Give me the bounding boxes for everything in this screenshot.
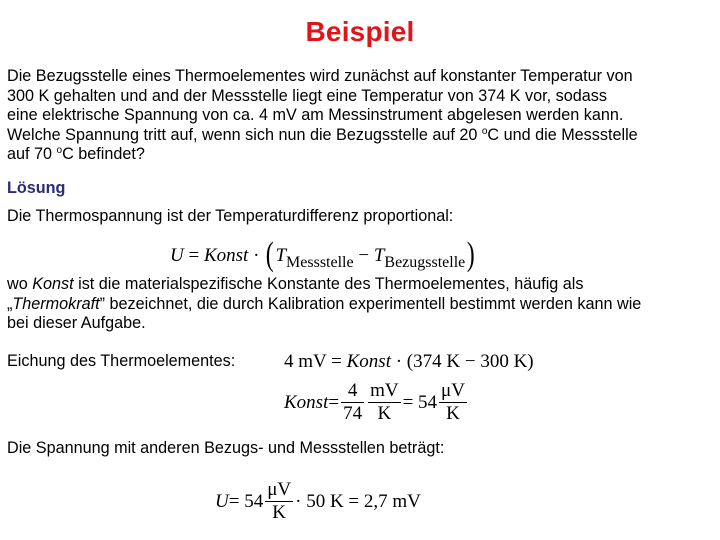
explanation-line-3: bei dieser Aufgabe.: [7, 314, 146, 333]
explanation-line-1: [7, 275, 641, 295]
degree-sign: o: [56, 145, 63, 157]
dot-operator: ·: [248, 245, 265, 266]
denominator: K: [377, 403, 392, 424]
text: · 50 K = 2,7 mV: [295, 491, 421, 512]
problem-line-2: 300 K gehalten und and der Messstelle liegt eine Temperatur von 374 K vor, sodass: [7, 86, 607, 105]
numerator: 4: [341, 380, 364, 403]
formula-calibration-1: [284, 352, 534, 371]
denominator: K: [272, 502, 287, 523]
var-u: U: [170, 245, 184, 266]
minus-sign: −: [353, 245, 374, 266]
open-quote: „: [7, 294, 13, 313]
numerator: μV: [441, 380, 465, 401]
solution-heading: Lösung: [7, 179, 66, 197]
denominator: 74: [343, 403, 363, 424]
denominator: K: [446, 403, 460, 424]
explanation-line-2: [7, 295, 641, 315]
equals-sign: =: [183, 245, 204, 266]
slide-title: Beispiel: [305, 16, 415, 47]
fraction-uv-k: [439, 380, 467, 425]
close-paren: ): [466, 236, 475, 273]
text: 4 mV =: [284, 351, 347, 372]
calibration-label: Eichung des Thermoelementes:: [7, 352, 236, 370]
var-konst: Konst: [203, 245, 249, 266]
problem-line-4: [7, 126, 638, 146]
konst-explanation: [7, 275, 641, 334]
text: ” bezeichnet, die durch Kalibration experimentell bestimmt werden kann wie: [99, 294, 642, 313]
problem-line-5-text: auf 70: [7, 145, 57, 164]
var-konst: Konst: [346, 351, 391, 372]
formula-calibration-2: [284, 380, 469, 425]
subscript-messstelle: Messstelle: [286, 254, 354, 271]
result-value: = 54: [402, 392, 438, 413]
formula-result: [215, 479, 421, 524]
konst-term: Konst: [32, 275, 74, 293]
problem-line-5-text-end: C befindet?: [62, 145, 145, 164]
problem-line-1: Die Bezugsstelle eines Thermoelementes wird zunächst auf konstanter Temperatur von: [7, 67, 633, 85]
formula-thermovoltage: [170, 234, 477, 273]
text: = 54: [228, 491, 264, 512]
fraction-4-74: [341, 380, 364, 425]
numerator: mV: [370, 380, 399, 401]
var-t: T: [275, 245, 287, 266]
thermokraft-term: Thermokraft: [12, 294, 100, 313]
problem-statement: [7, 67, 638, 165]
equals-sign: =: [328, 392, 340, 413]
text: ist die materialspezifische Konstante des Thermoelementes, häufig als: [73, 275, 584, 293]
problem-line-4-text-end: C und die Messstelle: [487, 125, 638, 144]
proportionality-statement: Die Thermospannung ist der Temperaturdifferenz proportional:: [7, 207, 454, 225]
var-u: U: [215, 491, 229, 512]
text: · (374 K − 300 K): [390, 351, 534, 372]
problem-line-4-text: Welche Spannung tritt auf, wenn sich nun die Bezugsstelle auf 20: [7, 125, 482, 144]
fraction-uv-k: [265, 479, 293, 524]
subscript-bezugsstelle: Bezugsstelle: [384, 254, 466, 271]
problem-line-3: eine elektrische Spannung von ca. 4 mV am Messinstrument abgelesen werden kann.: [7, 106, 624, 125]
other-points-label: Die Spannung mit anderen Bezugs- und Messstellen beträgt:: [7, 439, 445, 457]
var-konst: Konst: [284, 392, 329, 413]
var-t: T: [373, 245, 385, 266]
fraction-mv-k: [368, 380, 401, 425]
numerator: μV: [267, 479, 292, 500]
problem-line-5: [7, 145, 638, 165]
open-paren: (: [265, 236, 274, 273]
text: wo: [7, 275, 33, 293]
degree-sign: o: [481, 125, 488, 137]
